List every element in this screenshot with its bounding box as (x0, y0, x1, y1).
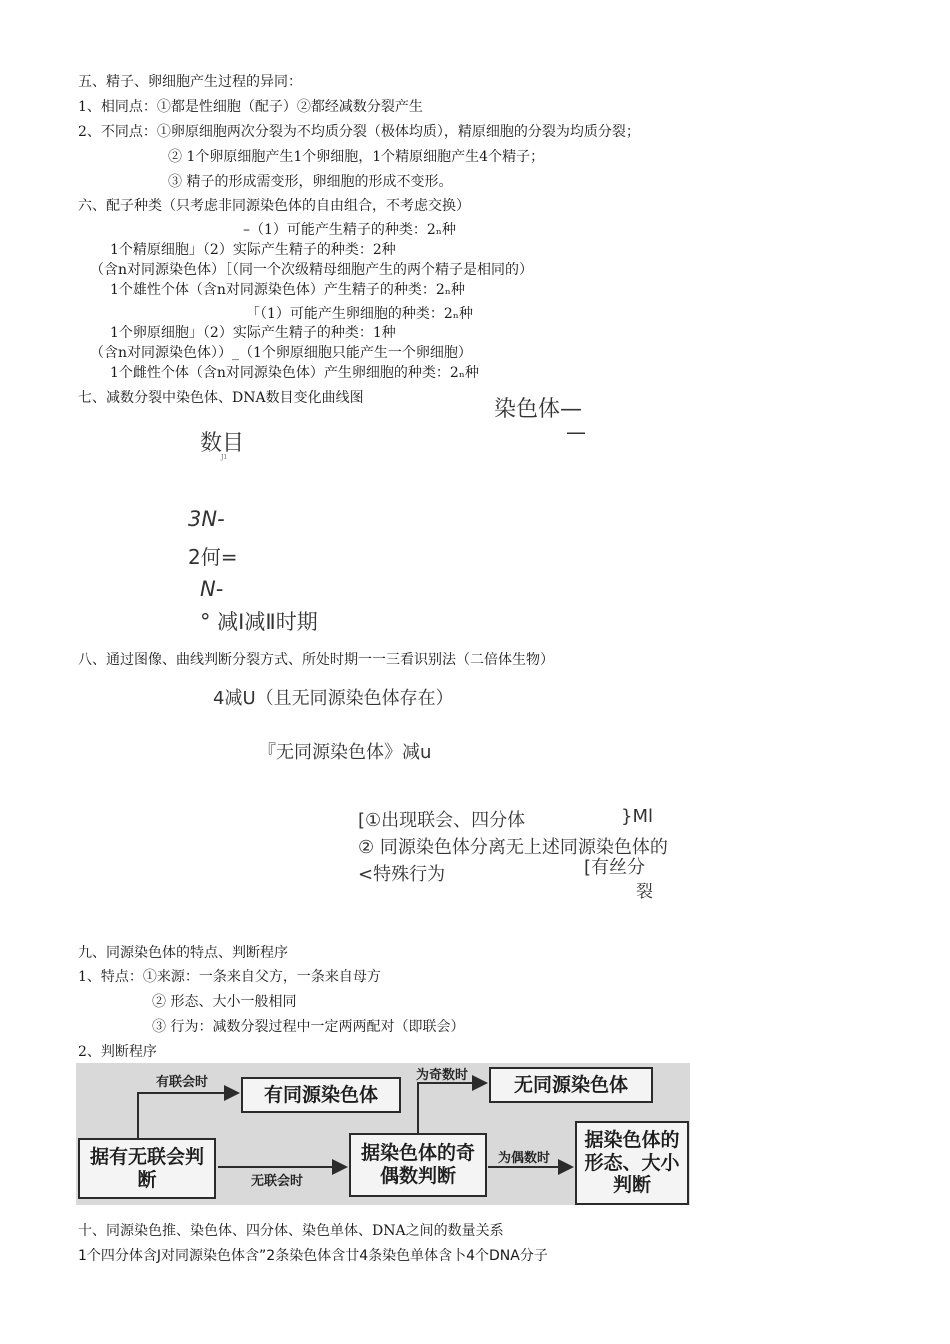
section6-title: 六、配子种类（只考虑非同源染色体的自由组合，不考虑交换） (78, 198, 470, 214)
graph-y-label: 数目 (200, 431, 245, 456)
section8-rule-c3: <特殊行为 (358, 864, 446, 885)
section5-diff-1: 2、不同点：①卵原细胞两次分裂为不均质分裂（极体均质），精原细胞的分裂为均质分裂； (78, 124, 640, 140)
flow-box-parity-judgement (349, 1133, 487, 1197)
arrow-odd (418, 1083, 486, 1133)
graph-x-axis: ° 减Ⅰ减Ⅱ时期 (200, 610, 318, 634)
section9-feature-3: ③ 行为：减数分裂过程中一定两两配对（即联会） (152, 1019, 465, 1035)
flow-box-no-homolog-label: 无同源染色体 (513, 1073, 628, 1096)
section6-line-7: （含n对同源染色体））_（1个卵原细胞只能产生一个卵细胞） (90, 345, 472, 361)
flow-box-shape-size-judgement-label: 据染色体的形态、大小判断 (584, 1128, 680, 1197)
graph-tiny-mark: J1 (221, 454, 228, 461)
graph-tick-3n: 3N- (188, 507, 225, 531)
flow-label-yes: 有联会时 (156, 1075, 209, 1090)
section6-line-2: 1个精原细胞」（2）实际产生精子的种类：2种 (110, 242, 396, 258)
section10-title: 十、同源染色推、染色体、四分体、染色单体、DNA之间的数量关系 (78, 1223, 504, 1239)
section7-title: 七、减数分裂中染色体、DNA数目变化曲线图 (78, 390, 364, 406)
section8-mitosis-2: 裂 (636, 882, 653, 902)
flow-label-even: 为偶数时 (498, 1151, 551, 1166)
section9-title: 九、同源染色体的特点、判断程序 (78, 945, 288, 961)
flow-box-linkage-judgement-label: 据有无联会判断 (89, 1145, 204, 1191)
section6-line-1: –（1）可能产生精子的种类：2ₙ种 (243, 222, 456, 238)
section6-line-3: （含n对同源染色体）［（同一个次级精母细胞产生的两个精子是相同的） (90, 262, 534, 278)
flow-box-linkage-judgement (78, 1138, 216, 1199)
flow-box-has-homolog-label: 有同源染色体 (263, 1083, 378, 1106)
section8-mark-m1: }Ml (621, 806, 653, 827)
section8-rule-a: 4减U（且无同源染色体存在） (213, 688, 454, 709)
section6-line-5: 「（1）可能产生卵细胞的种类：2ₙ种 (246, 306, 473, 322)
section9-feature-1: 1、特点：①来源：一条来自父方，一条来自母方 (78, 969, 381, 985)
flow-box-shape-size-judgement (575, 1121, 689, 1205)
graph-tick-n: N- (200, 577, 224, 601)
section8-title: 八、通过图像、曲线判断分裂方式、所处时期一一三看识别法（二倍体生物） (78, 652, 554, 668)
section8-rule-c1: [①出现联会、四分体 (358, 810, 526, 831)
graph-legend-chromosome: 染色体— (494, 397, 583, 422)
section5-diff-3: ③ 精子的形成需变形，卵细胞的形成不变形。 (168, 174, 453, 190)
graph-legend-dna: — (566, 420, 586, 444)
section10-body: 1个四分体含J对同源染色体含”2条染色体含廿4条染色单体含卜4个DNA分子 (78, 1248, 548, 1264)
graph-tick-2n: 2何= (188, 545, 238, 569)
flow-label-no: 无联会时 (251, 1174, 304, 1189)
section9-feature-2: ② 形态、大小一般相同 (152, 994, 297, 1010)
flow-box-has-homolog (241, 1077, 401, 1113)
arrow-yes-linkage (138, 1093, 238, 1138)
section8-rule-c2: ② 同源染色体分离无上述同源染色体的 (358, 837, 668, 858)
section5-title: 五、精子、卵细胞产生过程的异同： (78, 74, 302, 90)
section6-line-8: 1个雌性个体（含n对同源染色体）产生卵细胞的种类：2ₙ种 (110, 365, 479, 381)
flow-label-odd: 为奇数时 (416, 1068, 469, 1083)
flow-box-parity-judgement-label: 据染色体的奇偶数判断 (360, 1142, 475, 1187)
section5-diff-2: ② 1个卵原细胞产生1个卵细胞，1个精原细胞产生4个精子； (168, 149, 545, 165)
homolog-judgement-flowchart (76, 1063, 690, 1205)
flow-box-no-homolog (489, 1067, 653, 1103)
section8-mitosis-1: [有丝分 (584, 857, 646, 878)
section8-rule-b: 『无同源染色体》减u (258, 742, 432, 763)
section6-line-4: 1个雄性个体（含n对同源染色体）产生精子的种类：2ₙ种 (110, 282, 465, 298)
section5-same: 1、相同点：①都是性细胞（配子）②都经减数分裂产生 (78, 99, 423, 115)
section9-procedure-title: 2、判断程序 (78, 1044, 157, 1060)
section6-line-6: 1个卵原细胞」（2）实际产生精子的种类：1种 (110, 325, 396, 341)
